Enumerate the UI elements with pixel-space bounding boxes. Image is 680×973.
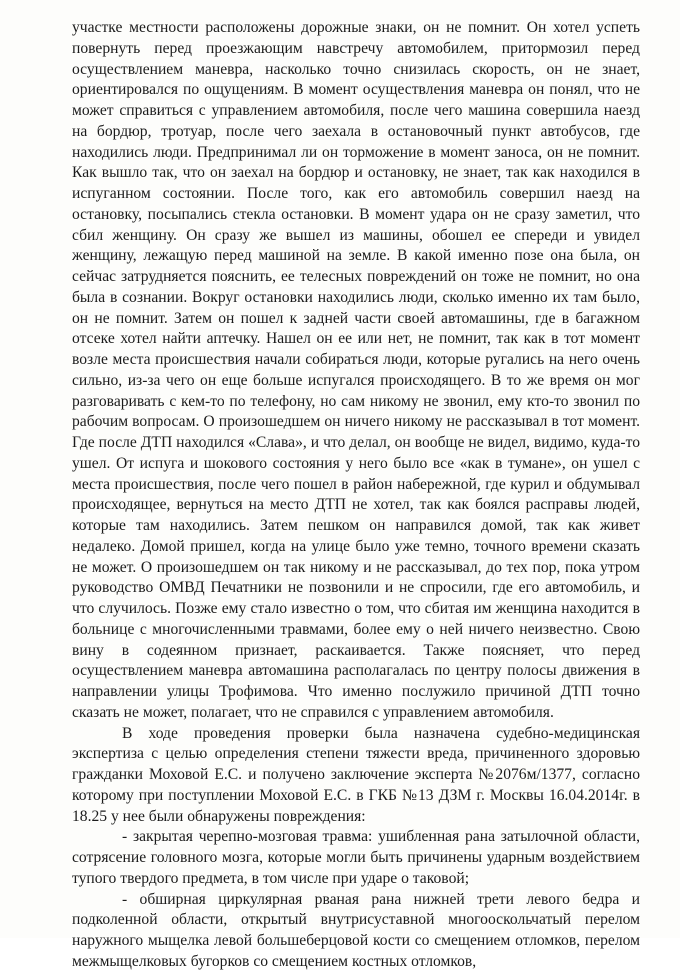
paragraph-injury-head: - закрытая черепно-мозговая травма: ушибленная рана затылочной области, сотрясение головного мозга, которые могли быть причинены ударным воздействием тупого твердого предмета, в том числе при ударе о таковой; (72, 828, 640, 887)
paragraph-injury-leg: - обширная циркулярная рваная рана нижней трети левого бедра и подколенной области, открытый внутрисуставной многооскольчатый перелом наружного мыщелка левой большеберцовой кости со смещением отломков, перелом межмыщелковых бугорков со смещением костных отломков, (72, 890, 640, 970)
paragraph-testimony: участке местности расположены дорожные знаки, он не помнит. Он хотел успеть повернуть перед проезжающим навстречу автомобилем, притормозил перед осуществлением маневра, насколько точно снизилась скорость, он не знает, ориентировался по ощущениям. В момент осуществления маневра он понял, что не может справиться с управлением автомобиля, после чего машина совершила наезд на бордюр, тротуар, после чего заехала в остановочный пункт автобусов, где находились люди. Предпринимал ли он торможение в момент заноса, он не помнит. Как вышло так, что он заехал на бордюр и остановку, не знает, так как находился в испуганном состоянии. После того, как его автомобиль совершил наезд на остановку, посыпались стекла остановки. В момент удара он не сразу заметил, что сбил женщину. Он сразу же вышел из машины, обошел ее спереди и увидел женщину, лежащую перед машиной на земле. В какой именно позе она была, он сейчас затрудняется пояснить, ее телесных повреждений он тоже не помнит, но она была в сознании. Вокруг остановки находились люди, сколько именно их там было, он не помнит. Затем он пошел к задней части своей автомашины, где в багажном отсеке хотел найти аптечку. Нашел он ее или нет, не помнит, так как в тот момент возле места происшествия начали собираться люди, которые ругались на него очень сильно, из-за чего он еще больше испугался происходящего. В то же время он мог разговаривать с кем-то по телефону, но сам никому не звонил, ему кто-то звонил по рабочим вопросам. О произошедшем он ничего никому не рассказывал в тот момент. Где после ДТП находился «Слава», и что делал, он вообще не видел, видимо, куда-то ушел. От испуга и шокового состояния у него было все «как в тумане», он ушел с места происшествия, после чего пошел в район набережной, где курил и обдумывал происходящее, вернуться на место ДТП не хотел, так как боялся расправы людей, которые там находились. Затем пешком он направился домой, так как живет недалеко. Домой пришел, когда на улице было уже темно, точного времени сказать не может. О произошедшем он так никому и не рассказывал, до тех пор, пока утром руководство ОМВД Печатники не позвонили и не спросили, где его автомобиль, и что случилось. Позже ему стало известно о том, что сбитая им женщина находится в больнице с многочисленными травмами, более ему о ней ничего неизвестно. Свою вину в содеянном признает, раскаивается. Также поясняет, что перед осуществлением маневра автомашина располагалась по центру полосы движения в направлении улицы Трофимова. Что именно послужило причиной ДТП точно сказать не может, полагает, что не справился с управлением автомобиля. (72, 19, 640, 721)
document-body (72, 18, 640, 973)
paragraph-expertise: В ходе проведения проверки была назначена судебно-медицинская экспертиза с целью определения степени тяжести вреда, причиненного здоровью гражданки Моховой Е.С. и получено заключение эксперта №2076м/1377, согласно которому при поступлении Моховой Е.С. в ГКБ №13 ДЗМ г. Москвы 16.04.2014г. в 18.25 у нее были обнаружены повреждения: (72, 724, 640, 825)
